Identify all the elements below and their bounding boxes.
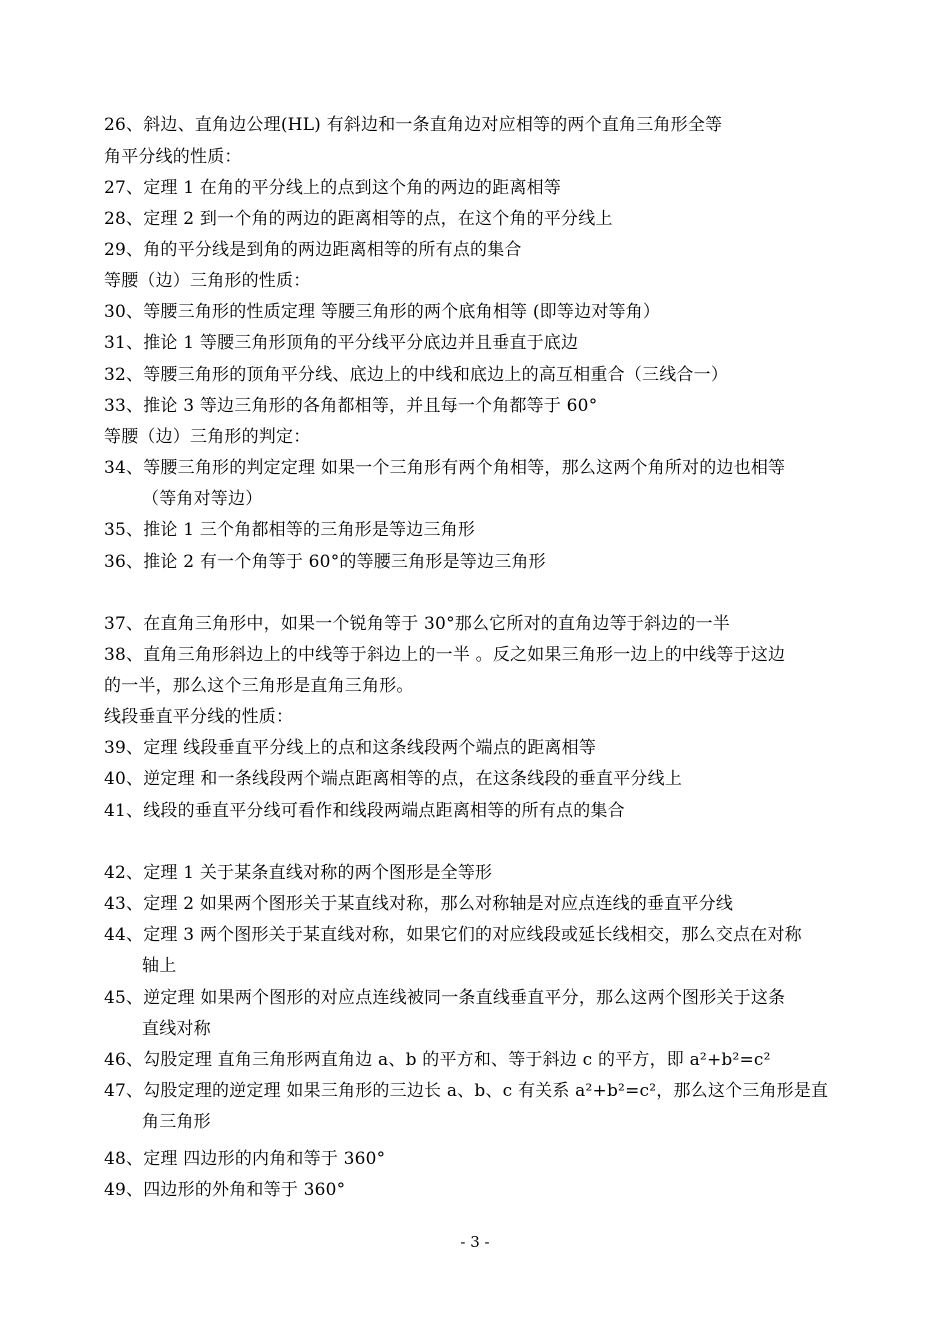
section-heading: 线段垂直平分线的性质： [104,707,294,727]
text-line: 36、推论 2 有一个角等于 60°的等腰三角形是等边三角形 [104,552,546,572]
text-line: 37、在直角三角形中，如果一个锐角等于 30°那么它所对的直角边等于斜边的一半 [104,614,730,634]
text-line: 49、四边形的外角和等于 360° [104,1180,346,1200]
text-line: 29、角的平分线是到角的两边距离相等的所有点的集合 [104,240,522,260]
text-line: 33、推论 3 等边三角形的各角都相等，并且每一个角都等于 60° [104,396,598,416]
text-line: 32、等腰三角形的顶角平分线、底边上的中线和底边上的高互相重合（三线合一） [104,365,729,385]
section-heading: 等腰（边）三角形的判定： [104,427,311,447]
text-line: 41、线段的垂直平分线可看作和线段两端点距离相等的所有点的集合 [104,801,625,821]
text-line: 27、定理 1 在角的平分线上的点到这个角的两边的距离相等 [104,178,562,198]
text-line-continuation: 直线对称 [142,1019,211,1039]
text-line: 38、直角三角形斜边上的中线等于斜边上的一半 。反之如果三角形一边上的中线等于这边 [104,645,786,665]
text-line: 31、推论 1 等腰三角形顶角的平分线平分底边并且垂直于底边 [104,333,579,353]
text-line: 39、定理 线段垂直平分线上的点和这条线段两个端点的距离相等 [104,738,597,758]
section-heading: 等腰（边）三角形的性质： [104,271,311,291]
text-line: 47、勾股定理的逆定理 如果三角形的三边长 a、b、c 有关系 a²+b²=c²，那么这个三角形是直 [104,1081,829,1101]
text-line-continuation: 轴上 [142,956,177,976]
text-line: 44、定理 3 两个图形关于某直线对称，如果它们的对应线段或延长线相交，那么交点在对称 [104,925,802,945]
text-line: 46、勾股定理 直角三角形两直角边 a、b 的平方和、等于斜边 c 的平方，即 a²+b²=c² [104,1050,771,1070]
text-line-continuation: 角三角形 [142,1112,211,1132]
text-line: 34、等腰三角形的判定定理 如果一个三角形有两个角相等，那么这两个角所对的边也相等 [104,458,786,478]
text-line: 30、等腰三角形的性质定理 等腰三角形的两个底角相等 (即等边对等角） [104,302,661,322]
text-line: 35、推论 1 三个角都相等的三角形是等边三角形 [104,520,476,540]
text-line-continuation: （等角对等边） [142,489,263,509]
text-line: 42、定理 1 关于某条直线对称的两个图形是全等形 [104,863,493,883]
text-line: 的一半，那么这个三角形是直角三角形。 [104,676,414,696]
text-line: 45、逆定理 如果两个图形的对应点连线被同一条直线垂直平分，那么这两个图形关于这条 [104,988,786,1008]
text-line: 26、斜边、直角边公理(HL) 有斜边和一条直角边对应相等的两个直角三角形全等 [104,115,723,135]
text-line: 48、定理 四边形的内角和等于 360° [104,1149,386,1169]
text-line: 43、定理 2 如果两个图形关于某直线对称，那么对称轴是对应点连线的垂直平分线 [104,894,734,914]
text-line: 28、定理 2 到一个角的两边的距离相等的点，在这个角的平分线上 [104,209,613,229]
page-number: - 3 - [460,1233,490,1251]
text-line: 40、逆定理 和一条线段两个端点距离相等的点，在这条线段的垂直平分线上 [104,769,683,789]
section-heading: 角平分线的性质： [104,147,242,167]
